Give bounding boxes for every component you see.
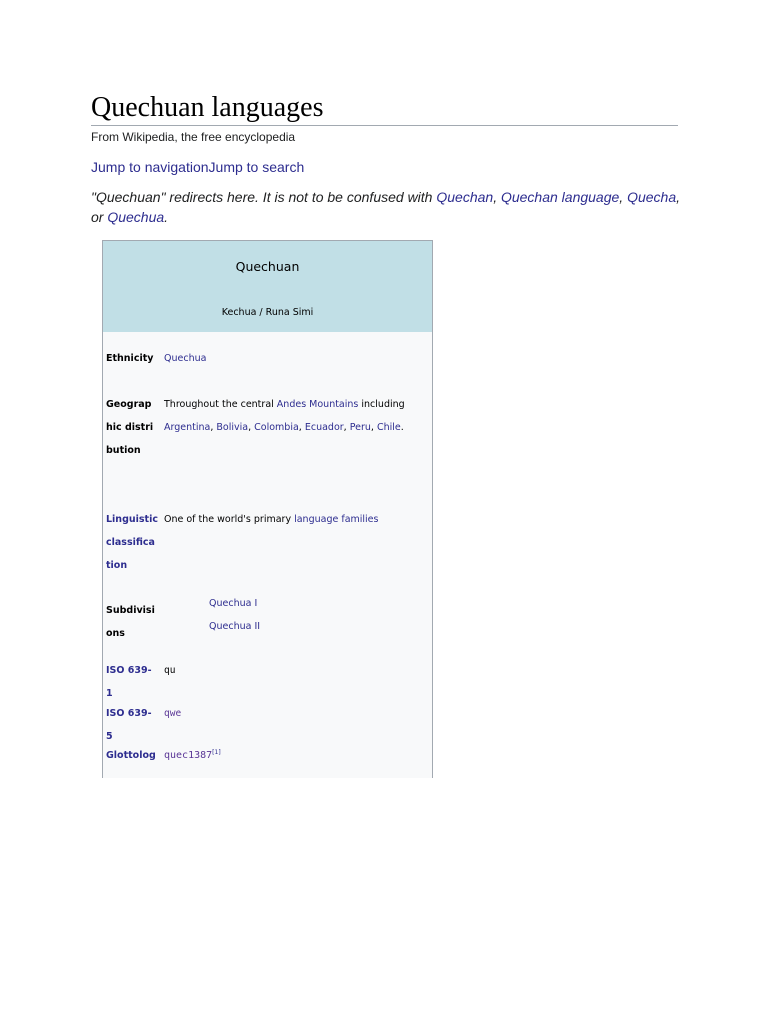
geo-text: including [358,399,405,410]
iso-639-1-label[interactable]: ISO 639-1 [106,665,152,700]
ecuador-link[interactable]: Ecuador [304,422,344,434]
jump-links [91,158,304,176]
quechua-i-link[interactable]: Quechua I [209,598,258,609]
bolivia-link[interactable]: Bolivia [216,422,249,434]
language-families-link[interactable]: language families [294,514,379,525]
jump-to-search-link[interactable]: Jump to search [208,159,305,175]
ethnicity-link[interactable]: Quechua [164,353,207,364]
argentina-link[interactable]: Argentina [164,422,211,434]
infobox-subtitle: Kechua / Runa Simi [221,307,314,318]
hatnote-separator: , [493,189,501,205]
jump-to-navigation-link[interactable]: Jump to navigation [91,159,209,175]
glottolog-label[interactable]: Glottolog [106,750,156,761]
geo-separator: , [210,422,217,434]
geo-separator: , [248,422,255,434]
hatnote [91,188,683,227]
peru-link[interactable]: Peru [349,422,371,434]
title-divider [91,125,678,126]
page-title: Quechuan languages [91,92,324,123]
infobox [102,240,433,778]
linguistic-classification-value [164,508,430,531]
hatnote-link-quechan-language[interactable]: Quechan language [500,189,620,205]
geographic-distribution-value [164,393,430,439]
hatnote-link-quecha[interactable]: Quecha [627,189,677,205]
colombia-link[interactable]: Colombia [254,422,299,434]
iso-639-5-link[interactable]: qwe [164,708,182,719]
ethnicity-label: Ethnicity [106,353,154,364]
geo-separator: , [343,422,350,434]
hatnote-link-quechan[interactable]: Quechan [436,189,494,205]
geo-separator: , [370,422,377,434]
classification-text: One of the world's primary [164,514,295,525]
subdivisions-value [164,592,430,638]
chile-link[interactable]: Chile [376,422,401,434]
geo-text: Throughout the central [164,399,277,410]
site-tagline: From Wikipedia, the free encyclopedia [91,130,296,144]
subdivisions-label: Subdivisions [106,605,155,640]
iso-639-1-value: qu [164,665,176,676]
glottolog-link[interactable]: quec1387 [164,750,213,761]
hatnote-separator: , [619,189,628,205]
iso-639-5-value [164,702,430,725]
hatnote-separator: , [676,189,681,205]
infobox-header [103,241,432,332]
geo-separator: , [298,422,305,434]
linguistic-classification-label[interactable]: Linguistic classification [106,514,158,572]
glottolog-value [164,744,430,767]
infobox-title: Quechuan [235,259,300,274]
andes-mountains-link[interactable]: Andes Mountains [276,399,359,410]
iso-639-5-label[interactable]: ISO 639-5 [106,708,152,743]
hatnote-link-quechua[interactable]: Quechua [107,208,165,225]
glottolog-reference[interactable]: [1] [212,748,221,756]
ethnicity-value [164,347,430,370]
geographic-distribution-label: Geographic distribution [106,399,154,457]
quechua-ii-link[interactable]: Quechua II [209,621,261,633]
hatnote-text: "Quechuan" redirects here. It is not to be confused with [91,189,437,205]
hatnote-period: . [164,208,169,225]
hatnote-or: or [91,208,108,225]
geo-period: . [400,422,404,434]
